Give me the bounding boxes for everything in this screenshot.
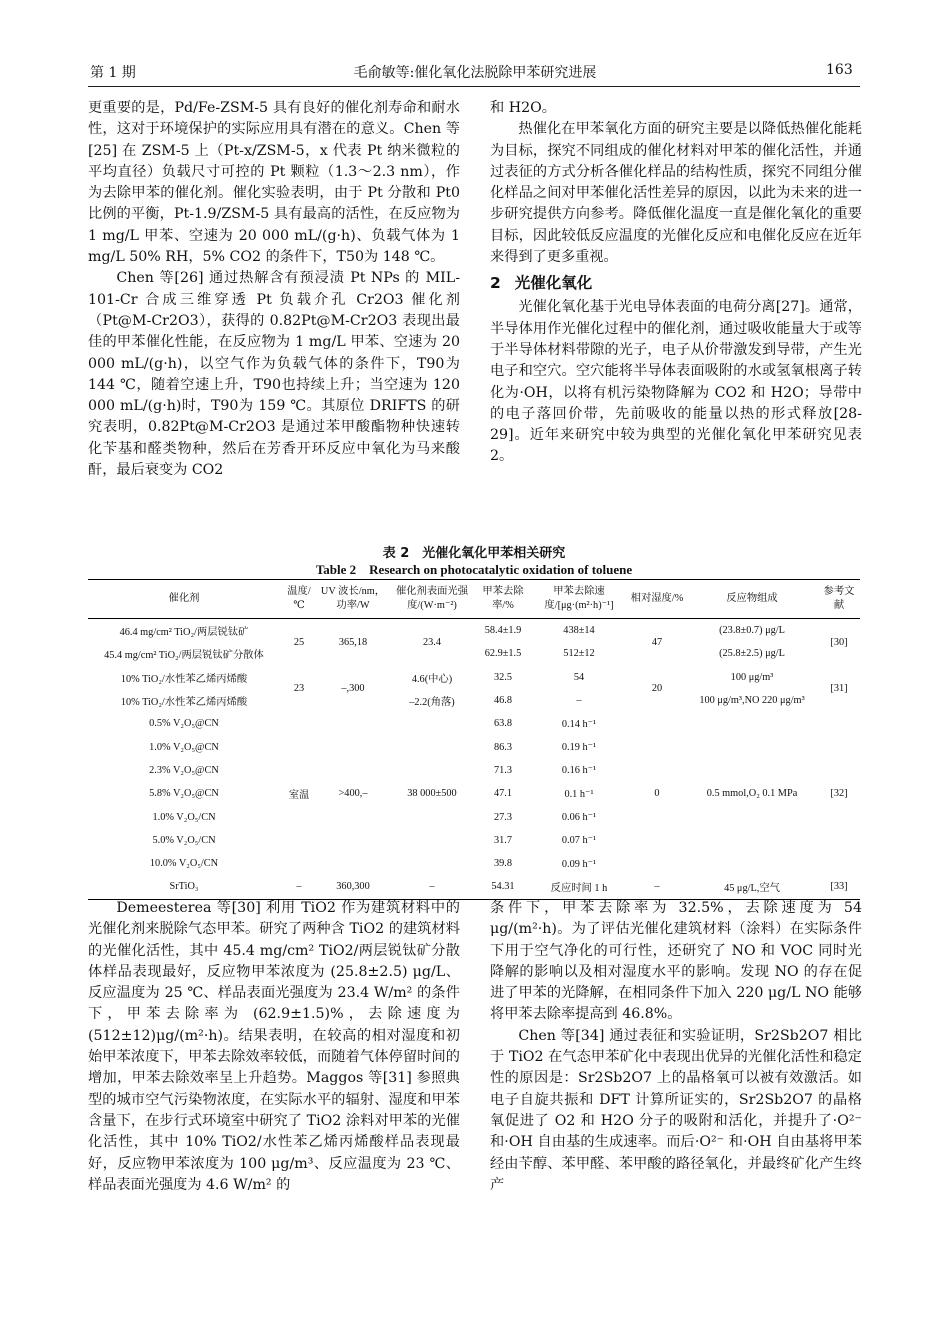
paragraph: 更重要的是，Pd/Fe-ZSM-5 具有良好的催化剂寿命和耐水性，这对于环境保护的实际应用具有潜在的意义。Chen 等[25] 在 ZSM-5 上（Pt-x/ZSM-5，x 代表 Pt 纳米微粒的平均直径）负载尺寸可控的 Pt 颗粒（1.3～2.3 nm），作为去除甲苯的催化剂。催化实验表明，由于 Pt 分散和 Pt0 比例的平衡，Pt-1.9/ZSM-5 具有最高的活性，在反应物为 1 mg/L 甲苯、空速为 20 000 mL/(g·h)、负载气体为 1 mg/L 50% RH，5% CO2 的条件下，T50为 148 ℃。 (88, 100, 460, 266)
table-cell: 86.3 (493, 741, 513, 753)
table-cell: 10.0% V₂O₅/CN (149, 858, 219, 870)
left-column-bottom (88, 898, 460, 1196)
table-header-cell: 反应物组成 (686, 580, 818, 619)
paragraph: 光催化氧化基于光电导体表面的电荷分离[27]。通常，半导体用作光催化过程中的催化剂，通过吸收能量大于或等于半导体材料带隙的光子，电子从价带激发到导带，产生光电子和空穴。空穴能将半导体表面吸附的水或氢氧根离子转化为·OH，以将有机污染物降解为 CO2 和 H2O；导带中的电子落回价带，先前吸收的能量以热的形式释放[28-29]。近年来研究中较为典型的光催化氧化甲苯研究见表 2。 (490, 299, 862, 465)
table-cell: 39.8 (493, 858, 513, 870)
table-cell: 45.4 mg/cm² TiO₂/两层锐钛矿分散体 (104, 650, 264, 662)
table-cell: 0.06 h⁻¹ (561, 812, 597, 824)
table-cell: SrTiO₃ (88, 875, 280, 899)
table-cell: 47 (651, 636, 663, 648)
table-header-cell: 甲苯去除率/% (476, 580, 530, 619)
table-cell: –2.2(角落) (409, 697, 455, 709)
table-cell: 10% TiO₂/水性苯乙烯丙烯酸 (120, 697, 248, 709)
right-column-bottom (490, 898, 862, 1196)
table-cell: 4.6(中心) (411, 673, 453, 685)
table-header-cell: 催化剂表面光强度/(W·m⁻²) (388, 580, 476, 619)
table-cell: >400,– (338, 788, 368, 800)
table-header-cell: 参考文献 (818, 580, 860, 619)
table-cell: 23.4 (422, 636, 442, 648)
table-cell: 0 (654, 788, 660, 800)
table-cell: (23.8±0.7) μg/L (719, 625, 785, 637)
table-cell: 45 μg/L,空气 (686, 875, 818, 899)
table-cell: 31.7 (493, 834, 513, 846)
table-cell: (25.8±2.5) μg/L (719, 648, 785, 660)
table-cell: 0.09 h⁻¹ (561, 858, 597, 870)
table-cell: 54.31 (476, 875, 530, 899)
table-cell: 47.1 (493, 788, 513, 800)
right-column-top (490, 98, 862, 468)
left-column-top (88, 98, 460, 481)
table-header-cell: UV 波长/nm，功率/W (318, 580, 388, 619)
table-cell: 0.07 h⁻¹ (561, 835, 597, 847)
paragraph: 和 H2O。 (490, 100, 556, 116)
table-cell: 71.3 (493, 764, 513, 776)
table-cell: 10% TiO₂/水性苯乙烯丙烯酸 (120, 673, 248, 685)
table-cell: –,300 (341, 683, 365, 695)
table-cell: 365,18 (338, 636, 368, 648)
table-cell: 46.8 (493, 695, 513, 707)
table-header-cell: 催化剂 (88, 580, 280, 619)
table-header-row (88, 580, 860, 619)
paragraph: 条件下，甲苯去除率为 32.5%，去除速度为 54 μg/(m²·h)。为了评估光催化建筑材料（涂料）在实际条件下用于空气净化的可行性，还研究了 NO 和 VOC 同时光降解的影响以及相对湿度水平的影响。发现 NO 的存在促进了甲苯的光降解，在相同条件下加入 220 μg/L NO 能够将甲苯去除率提高到 46.8%。 (490, 900, 862, 1023)
table-row (88, 875, 860, 899)
table-cell: 0.5 mmol,O₂ 0.1 MPa (706, 788, 798, 800)
table-cell: 0.16 h⁻¹ (561, 765, 597, 777)
table-cell: 0.1 h⁻¹ (564, 788, 594, 800)
table-cell: [31] (830, 683, 848, 695)
table-cell: – (388, 875, 476, 899)
table-cell: 58.4±1.9 (484, 625, 522, 637)
issue-label: 第 1 期 (90, 65, 136, 81)
table-cell: 46.4 mg/cm² TiO₂/两层锐钛矿 (119, 627, 249, 639)
table-header-cell: 相对湿度/% (628, 580, 686, 619)
section-title: 光催化氧化 (514, 274, 593, 293)
table-row (88, 666, 860, 689)
table-cell: 5.8% V₂O₅@CN (149, 788, 219, 800)
table-cell: – (576, 695, 582, 707)
table-cell: [30] (830, 636, 848, 648)
table-cell: 2.3% V₂O₅@CN (149, 764, 219, 776)
table-row (88, 712, 860, 735)
table-cell: 27.3 (493, 811, 513, 823)
table-header-cell: 温度/℃ (280, 580, 318, 619)
table-cell: 0.14 h⁻¹ (561, 718, 597, 730)
table-cell: 32.5 (493, 671, 513, 683)
paragraph: Demeesterea 等[30] 利用 TiO2 作为建筑材料中的光催化剂来脱除气态甲苯。研究了两种含 TiO2 的建筑材料的光催化活性，其中 45.4 mg/cm² TiO2/两层锐钛矿分散体样品表现最好，反应物甲苯浓度为 (25.8±2.5) μg/L、反应温度为 25 ℃、样品表面光强度为 23.4 W/m² 的条件下，甲苯去除率为 (62.9±1.5)%，去除速度为 (512±12)μg/(m²·h)。结果表明，在较高的相对湿度和初始甲苯浓度下，甲苯去除效率较低，而随着气体停留时间的增加，甲苯去除效率呈上升趋势。Maggos 等[31] 参照典型的城市空气污染物浓度，在实际水平的辐射、湿度和甲苯含量下，在步行式环境室中研究了 TiO2 涂料对甲苯的光催化活性，其中 10% TiO2/水性苯乙烯丙烯酸样品表现最好，反应物甲苯浓度为 100 μg/m³、反应温度为 23 ℃、样品表面光强度为 4.6 W/m² 的 (88, 900, 460, 1193)
table-row (88, 689, 860, 712)
table-cell: 38 000±500 (407, 788, 457, 800)
table-cell: 0.5% V₂O₅@CN (149, 718, 219, 730)
table-cell: 室温 (288, 790, 310, 802)
table-cell: 5.0% V₂O₅/CN (152, 834, 216, 846)
table-cell: 1.0% V₂O₅@CN (149, 741, 219, 753)
paragraph: Chen 等[34] 通过表征和实验证明，Sr2Sb2O7 相比于 TiO2 在气态甲苯矿化中表现出优异的光催化活性和稳定性的原因是：Sr2Sb2O7 上的晶格氧可以被有效激活。如电子自旋共振和 DFT 计算所证实的，Sr2Sb2O7 的晶格氧促进了 O2 和 H2O 分子的吸附和活化，并提升了·O²⁻ 和·OH 自由基的生成速率。而后·O²⁻ 和·OH 自由基将甲苯经由苄醇、苯甲醛、苯甲酸的路径氧化，并最终矿化产生终产 (490, 1027, 862, 1193)
section-heading (490, 270, 862, 297)
table-cell: – (628, 875, 686, 899)
results-table (88, 579, 860, 900)
table-cell: 100 μg/m³,NO 220 μg/m³ (699, 695, 805, 707)
table-cell: 23 (293, 683, 305, 695)
table-cell: [33] (818, 875, 860, 899)
table-cell: 0.19 h⁻¹ (561, 742, 597, 754)
table-cell: 54 (573, 671, 585, 683)
table-caption-zh: 表 2 光催化氧化甲苯相关研究 (382, 546, 566, 561)
header-rule (88, 86, 860, 87)
table-header-cell: 甲苯去除速度/[μg·(m²·h)⁻¹] (530, 580, 628, 619)
page-number: 163 (826, 62, 853, 78)
table-cell: – (280, 875, 318, 899)
table-cell: 62.9±1.5 (484, 648, 522, 660)
table-cell: 63.8 (493, 718, 513, 730)
table-cell: 438±14 (563, 625, 595, 637)
running-title: 毛俞敏等:催化氧化法脱除甲苯研究进展 (353, 65, 597, 81)
table-cell: 反应时间 1 h (530, 875, 628, 899)
section-number: 2 (490, 274, 501, 293)
table-cell: 512±12 (563, 648, 595, 660)
table-cell: 100 μg/m³ (730, 671, 774, 683)
table-cell: 20 (651, 683, 663, 695)
table-caption-en: Table 2 Research on photocatalytic oxidation of toluene (315, 562, 633, 577)
table-cell: 1.0% V₂O₅/CN (152, 811, 216, 823)
table-row (88, 619, 860, 643)
table-cell: 25 (293, 636, 305, 648)
paragraph: Chen 等[26] 通过热解含有预浸渍 Pt NPs 的 MIL-101-Cr 合成三维穿透 Pt 负载介孔 Cr2O3 催化剂（Pt@M-Cr2O3），获得的 0.82Pt@M-Cr2O3 表现出最佳的甲苯催化性能，在反应物为 1 mg/L 甲苯、空速为 20 000 mL/(g·h)，以空气作为负载气体的条件下，T90为 144 ℃，随着空速上升，T90也持续上升；当空速为 120 000 mL/(g·h)时，T90为 159 ℃。其原位 DRIFTS 的研究表明，0.82Pt@M-Cr2O3 是通过苯甲酸酯物种快速转化苄基和醛类物种，然后在芳香开环反应中氧化为马来酸酐，最后衰变为 CO2 (88, 270, 460, 479)
table-cell: [32] (830, 788, 848, 800)
paragraph: 热催化在甲苯氧化方面的研究主要是以降低热催化能耗为目标，探究不同组成的催化材料对甲苯的催化活性，并通过表征的方式分析各催化样品的结构性质，探究不同组分催化样品之间对甲苯催化活性差异的原因，以此为未来的进一步研究提供方向参考。降低催化温度一直是催化氧化的重要目标，因此较低反应温度的光催化反应和电催化反应在近年来得到了更多重视。 (490, 121, 862, 266)
table-cell: 360,300 (318, 875, 388, 899)
